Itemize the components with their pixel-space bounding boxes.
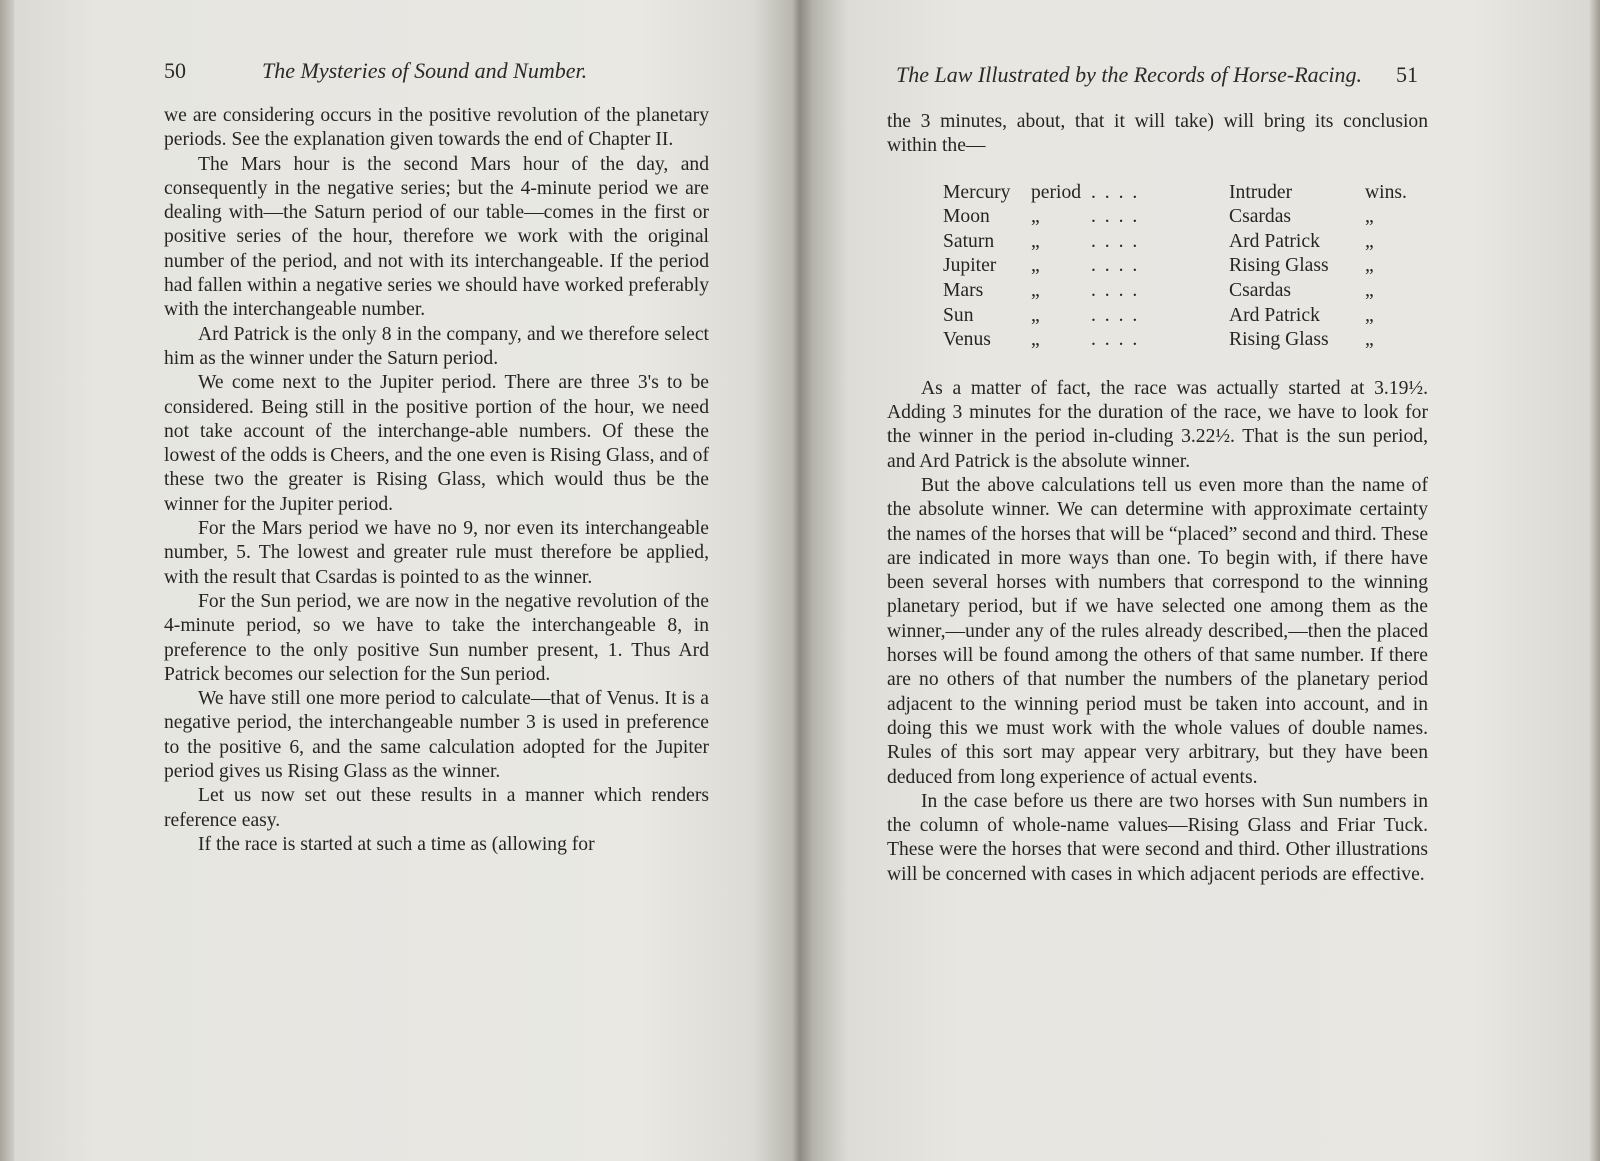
table-row [943,328,1425,353]
left-body-text [164,104,709,857]
table-row [943,230,1425,255]
period-label: „ [1031,230,1040,252]
leader-dots: . . . . [1091,230,1140,252]
paragraph: we are considering occurs in the positive revolution of the planetary periods. See the explanation given towards the end of Chapter II. [164,105,709,151]
leader-dots: . . . . [1091,181,1140,203]
horse-name: Csardas [1229,279,1292,301]
period-label: „ [1031,304,1040,326]
horse-name: Csardas [1229,206,1292,228]
period-name: Saturn [943,230,995,252]
left-running-title: The Mysteries of Sound and Number. [262,58,588,83]
period-label: period [1031,181,1082,203]
paragraph: Let us now set out these results in a manner which renders reference easy. [164,785,709,831]
paragraph: In the case before us there are two horses with Sun numbers in the column of whole-name values—Rising Glass and Friar Tuck. These were the horses that were second and third. Other illustrations will be concerned with cases in which adjacent periods are effective. [887,790,1428,885]
leader-dots: . . . . [1091,206,1140,228]
table-row [943,254,1425,279]
leader-dots: . . . . [1091,304,1140,326]
horse-name: Rising Glass [1229,329,1329,351]
paragraph: If the race is started at such a time as (allowing for [198,833,595,855]
period-label: „ [1031,329,1040,351]
wins-label: „ [1365,255,1374,277]
planetary-period-table [943,181,1425,353]
leader-dots: . . . . [1091,279,1140,301]
wins-label: „ [1365,206,1374,228]
period-name: Venus [943,329,991,351]
right-page [800,0,1600,1161]
wins-label: „ [1365,279,1374,301]
period-name: Moon [943,206,990,228]
left-page [0,0,795,1161]
table-row [943,205,1425,230]
horse-name: Rising Glass [1229,255,1329,277]
period-label: „ [1031,255,1040,277]
paragraph: the 3 minutes, about, that it will take) will bring its conclusion within the— [887,111,1428,157]
paragraph: We come next to the Jupiter period. There are three 3's to be considered. Being still in the positive portion of the hour, we need not take account of the interchange-able numbers. Of these the lowest of the odds is Cheers, and the one even is Rising Glass, and of these two the greater is Rising Glass, which would thus be the winner for the Jupiter period. [164,372,709,515]
right-page-number: 51 [1396,62,1418,87]
period-name: Sun [943,304,974,326]
period-name: Mars [943,279,984,301]
paragraph: For the Mars period we have no 9, nor even its interchangeable number, 5. The lowest and greater rule must therefore be applied, with the result that Csardas is pointed to as the winner. [164,518,709,588]
wins-label: „ [1365,304,1374,326]
horse-name: Ard Patrick [1229,304,1320,326]
table-row [943,304,1425,329]
horse-name: Intruder [1229,181,1293,203]
period-name: Mercury [943,181,1011,203]
paragraph: The Mars hour is the second Mars hour of the day, and consequently in the negative series; but the 4-minute period we are dealing with—the Saturn period of our table—comes in the first or positive series of the hour, therefore we work with the original number of the period, and not with its interchangeable. If the period had fallen within a negative series we should have worked preferably with the interchangeable number. [164,153,709,321]
paragraph: As a matter of fact, the race was actually started at 3.19½. Adding 3 minutes for the duration of the race, we have to look for the winner in the period in-cluding 3.22½. That is the sun period, and Ard Patrick is the absolute winner. [887,377,1428,472]
wins-label: „ [1365,230,1374,252]
right-running-title: The Law Illustrated by the Records of Horse-Racing. [896,62,1363,87]
horse-name: Ard Patrick [1229,230,1320,252]
leader-dots: . . . . [1091,329,1140,351]
wins-label: „ [1365,329,1374,351]
period-name: Jupiter [943,255,997,277]
right-body-text [887,110,1428,887]
left-page-number: 50 [164,58,186,83]
paragraph: We have still one more period to calculate—that of Venus. It is a negative period, the interchangeable number 3 is used in preference to the positive 6, and the same calculation adopted for the Jupiter period gives us Rising Glass as the winner. [164,688,709,783]
paragraph: But the above calculations tell us even more than the name of the absolute winner. We can determine with approximate certainty the names of the horses that will be “placed” second and third. These are indicated in more ways than one. To begin with, if there have been several horses with numbers that correspond to the winning planetary period, but if we have selected one among them as the winner,—under any of the rules already described,—then the placed horses will be found among the others of that same number. If there are no others of that number the numbers of the planetary period adjacent to the winning period must be taken into account, and in doing this we must work with the whole values of double names. Rules of this sort may appear very arbitrary, but they have been deduced from long experience of actual events. [887,474,1429,788]
period-label: „ [1031,279,1040,301]
table-row [943,279,1425,304]
wins-label: wins. [1365,181,1407,203]
paragraph: For the Sun period, we are now in the negative revolution of the 4-minute period, so we have to take the interchangeable 8, in preference to the only positive Sun number present, 1. Thus Ard Patrick becomes our selection for the Sun period. [164,590,709,685]
period-label: „ [1031,206,1040,228]
paragraph: Ard Patrick is the only 8 in the company, and we therefore select him as the winner under the Saturn period. [164,323,709,369]
leader-dots: . . . . [1091,255,1140,277]
table-row [943,181,1425,206]
